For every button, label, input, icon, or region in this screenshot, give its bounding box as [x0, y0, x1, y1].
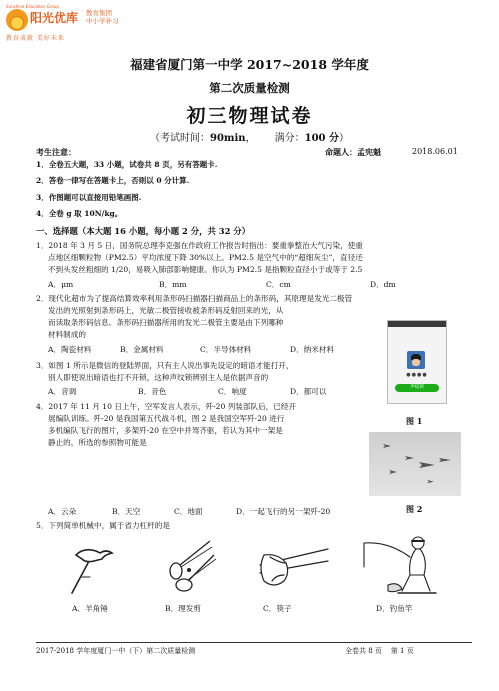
q5-option-a: A．羊角锤: [72, 604, 108, 613]
q5-option-b: B．理发剪: [165, 604, 201, 613]
footer-divider: [36, 642, 472, 643]
publisher-logo: [6, 6, 124, 46]
password-dots: ●●●●: [406, 372, 428, 378]
q4-option-b: B．天空: [112, 507, 141, 516]
notice-item: 3．作图题可以直接用铅笔画图.: [36, 193, 142, 202]
q3-option-b: B．音色: [138, 387, 167, 396]
q4-option-c: C．地面: [174, 507, 203, 516]
q4-option-a: A．云朵: [48, 507, 77, 516]
author-label: 命题人：孟宪魁: [325, 147, 381, 157]
q5-option-d: D．钓鱼竿: [376, 604, 413, 613]
scissors-image: [162, 537, 222, 597]
question-line: 发出的光照射到条形码上，光敏二极管接收被条形码反射回来的光，从: [48, 306, 284, 315]
notice-heading: 考生注意：: [36, 147, 76, 157]
logo-small-text: Sunshine Education Group: [6, 4, 59, 9]
question-2: [36, 293, 352, 341]
question-line: 而读取条形码信息。条形码扫描器所用的发光二极管主要是由下列哪种: [48, 318, 284, 327]
q1-option-c: C．cm: [266, 280, 291, 289]
q1-option-d: D．dm: [370, 280, 396, 289]
logo-name: 阳光优库: [30, 11, 79, 25]
notice-item: 4．全卷 g 取 10N/kg。: [36, 209, 123, 218]
chopsticks-image: [250, 537, 332, 597]
question-line: 材料制成的: [48, 330, 86, 339]
q1-option-a: A．μm: [48, 280, 74, 289]
q3-option-d: D．都可以: [290, 387, 327, 396]
question-line: 静止的，所选的参照物可能是: [48, 438, 147, 447]
question-line: 别人即使说出暗语也打不开锁，这种声纹锁辨别主人是依据声音的: [48, 373, 269, 382]
question-line: 展编队训练。歼-20 是我国第五代战斗机，图 2 是我国空军歼-20 进行: [48, 414, 285, 423]
exam-title: 初三物理试卷: [186, 105, 313, 127]
claw-hammer-image: [60, 537, 120, 597]
q3-option-a: A．音调: [48, 387, 77, 396]
fishing-rod-image: [358, 533, 440, 599]
school-title: 福建省厦门第一中学 2017~2018 学年度: [130, 57, 369, 72]
q5-option-c: C．筷子: [263, 604, 292, 613]
q4-option-d: D．一起飞行的另一架歼-20: [236, 507, 331, 516]
q2-option-b: B．金属材料: [120, 345, 164, 354]
figure-1-wechat-screen: [387, 320, 447, 404]
q2-option-c: C．半导体材料: [200, 345, 252, 354]
question-line: 4．2017 年 11 月 10 日上午，空军发言人表示，歼-20 列装部队后，已经开: [36, 402, 297, 411]
avatar: [407, 351, 425, 369]
logo-subline: 教育成就 美好未来: [6, 35, 65, 42]
question-line: 点地区细颗粒物（PM2.5）平均浓度下降 30%以上。PM2.5 是空气中的“超细灰尘”，直径还: [48, 253, 363, 262]
q2-option-a: A．陶瓷材料: [48, 345, 92, 354]
logo-tagline: 教育集团 中小学补习: [86, 9, 119, 25]
footer-left: 2017-2018 学年度厦门一中（下）第二次质量检测: [36, 647, 196, 655]
question-line: 3．如图 1 所示是微信的登陆界面，只有主人说出事先设定的暗语才能打开，: [36, 361, 294, 370]
notice-item: 2．答卷一律写在答题卡上，否则以 0 分计算.: [36, 176, 190, 185]
figure-1-caption: 图 1: [406, 416, 423, 426]
q2-option-d: D．纳米材料: [290, 345, 335, 354]
exam-subtitle: 第二次质量检测: [209, 81, 290, 95]
question-4: [36, 401, 296, 449]
voice-lock-button: 声纹锁: [395, 384, 439, 392]
notice-item: 1．全卷五大题，33 小题，试卷共 8 页，另有答题卡.: [36, 160, 218, 169]
exam-date: 2018.06.01: [412, 147, 458, 156]
question-3: [36, 360, 294, 384]
q3-option-c: C．响度: [218, 387, 247, 396]
question-1: [36, 240, 363, 276]
figure-2-caption: 图 2: [406, 504, 423, 514]
q1-option-b: B．mm: [159, 280, 187, 289]
sun-icon: [6, 9, 28, 31]
question-line: 2．现代化超市为了提高结算效率利用条形码扫描器扫描商品上的条形码，其原理是发光二极管: [36, 294, 353, 303]
figure-2-jet-formation: [369, 432, 461, 496]
exam-time-score: （考试时间：90min， 满分：100 分）: [149, 133, 349, 144]
question-line: 1．2018 年 3 月 5 日，国务院总理李克强在作政府工作报告时指出：要重拳整治大气污染，使重: [36, 241, 363, 250]
question-line: 不到头发丝粗细的 1/20，易吸入肺部影响健康。你认为 PM2.5 是指颗粒直径小于或等于 2.5: [48, 265, 363, 274]
question-line: 多机编队飞行的图片，多架歼-20 在空中并驾齐驱，若认为其中一架是: [48, 426, 283, 435]
section-title: 一、选择题（本大题 16 小题，每小题 2 分，共 32 分）: [36, 226, 251, 236]
footer-page: 全卷共 8 页 第 1 页: [345, 647, 414, 655]
question-5: 5．下列简单机械中，属于省力杠杆的是: [36, 521, 170, 530]
